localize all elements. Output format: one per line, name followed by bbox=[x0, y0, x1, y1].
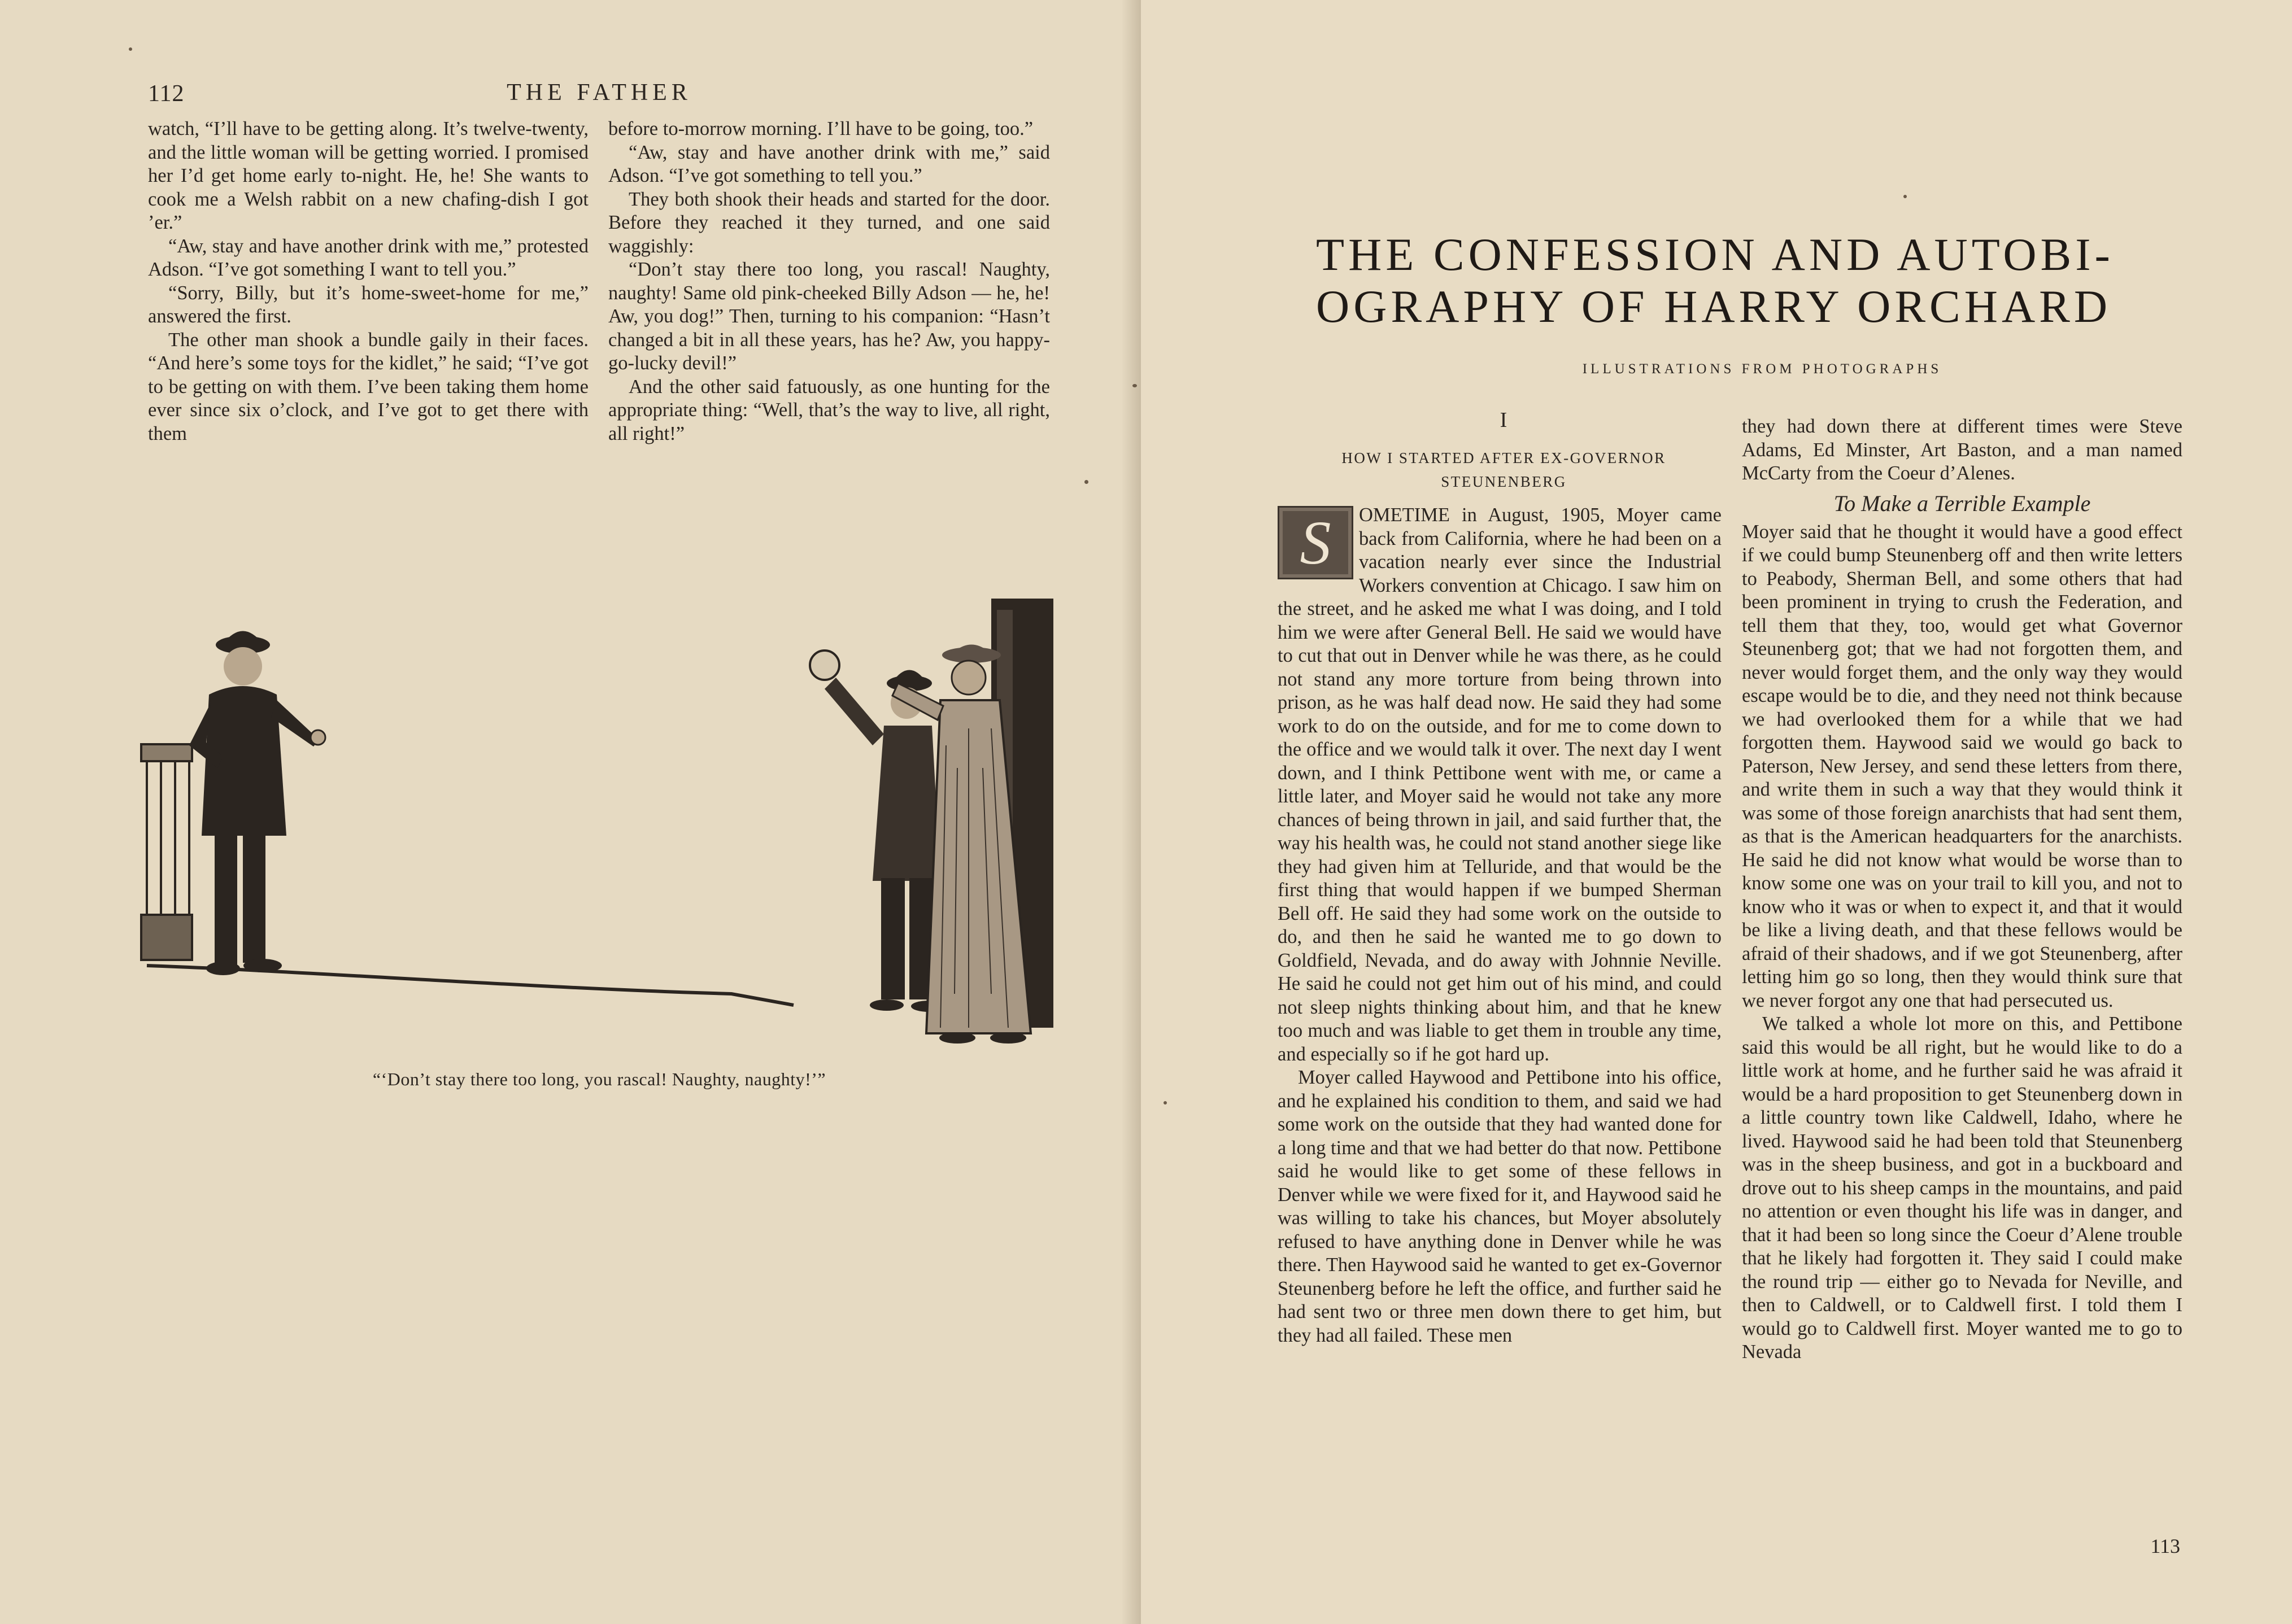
paragraph: Moyer called Haywood and Pettibone into his office, and he explained his condition to them, and said we had some work on the outside that they had wanted done for a long time and that we had better do that now. Pettibone said he would like to get some of these fellows in Denver while we were fixed for it, and Haywood said he was willing to take his chances, but Moyer absolutely refused to have anything done in Denver while he was there. Then Haywood said he wanted to get ex-Governor Steunenberg before he left the office, and further said he had sent two or three men down there to get him, but they had all failed. These men bbox=[1278, 1067, 1722, 1346]
left-column-2 bbox=[608, 117, 1050, 446]
section-heading: HOW I STARTED AFTER EX-GOVERNOR STEUNENBERG bbox=[1341, 449, 1666, 490]
paragraph bbox=[1278, 504, 1722, 1066]
page-number-left: 112 bbox=[148, 81, 185, 107]
paragraph-text: OMETIME in August, 1905, Moyer came back from California, where he had been on a vacation nearly ever since the Industrial Workers convention at Chicago. I saw him on the street, and he asked me what I was doing, and I told him we were after General Bell. He said we would have to cut that out in Denver while he was there, as he could not stand any more torture from being thrown into prison, as he was half dead now. He said they had some work to do on the outside, and for me to come down to the office and we would talk it over. The next day I went down, and I think Pettibone went with me, or came a little later, and Moyer said he would not take any more chances of being thrown in jail, and said further that, the way his health was, he could not stand another siege like they had given him at Telluride, and that would be the first thing that would happen if we bumped Sherman Bell off. He said they had some work on the outside to do, and then he said he wanted me to go down to Goldfield, Nevada, and do away with Johnnie Neville. He said he could not get him out of his mind, and could not sleep nights thinking about him, and that he knew too much and was liable to get them in trouble any time, and especially so if he got hard up. bbox=[1278, 504, 1722, 1065]
page-number-right: 113 bbox=[2150, 1535, 2180, 1557]
paragraph: And the other said fatuously, as one hunting for the appropriate thing: “Well, that’s the way to live, all right, all right!” bbox=[608, 376, 1050, 444]
paper-speck bbox=[1164, 1101, 1167, 1105]
drop-cap-initial: S bbox=[1278, 506, 1353, 579]
paper-speck bbox=[1084, 480, 1088, 484]
paragraph: “Don’t stay there too long, you rascal! Naughty, naughty! Same old pink-cheeked Billy Adson — he, he! Aw, you dog!” Then, turning to his companion: “Hasn’t changed a bit in all these years, has he? Aw, you happy-go-lucky devil!” bbox=[608, 259, 1050, 374]
paragraph: Moyer said that he thought it would have a good effect if we could bump Steunenberg off and then write letters to Peabody, Sherman Bell, and some others that had been prominent in trying to crush the Federation, and tell them that they, too, would get what Governor Steunenberg got; that we had not forgotten them, and never would forget them, and the only way they would escape would be to die, and they need not think because we had overlooked them for a while that we had forgotten them. Haywood said we would go back to Paterson, New Jersey, and send these letters from there, and write them in such a way that they would think it was some of those foreign anarchists that had sent them, as that is the American headquarters for the anarchists. He said he did not know what would be worse than to know some one was on your trail to kill you, and not to know who it was or when to expect it, and that it would be like a living death, and that these fellows would be afraid of their shadows, and if we got Steunenberg, after letting him go so long, then they would think sure that we never forgot any one that had persecuted us. bbox=[1742, 521, 2182, 1011]
paragraph: “Sorry, Billy, but it’s home-sweet-home for me,” answered the first. bbox=[148, 282, 589, 327]
right-column-1 bbox=[1278, 504, 1722, 1347]
paragraph: “Aw, stay and have another drink with me,” said Adson. “I’ve got something to tell you.” bbox=[608, 141, 1050, 186]
paper-speck bbox=[1132, 384, 1137, 387]
section-number: I bbox=[1500, 408, 1507, 432]
running-head-title: THE FATHER bbox=[507, 80, 692, 106]
article-title bbox=[1316, 229, 2208, 333]
running-head bbox=[148, 79, 1051, 107]
paragraph: The other man shook a bundle gaily in their faces. “And here’s some toys for the kidlet,” he said; “I’ve got to be getting on with them. I’ve been taking them home ever since six o’clock, and I’ve got to get there with them bbox=[148, 329, 589, 444]
illustration-caption: “‘Don’t stay there too long, you rascal! Naughty, naughty!’” bbox=[372, 1069, 826, 1089]
subheading: To Make a Terrible Example bbox=[1833, 490, 2091, 516]
paragraph: They both shook their heads and started for the door. Before they reached it they turned, and one said waggishly: bbox=[608, 188, 1050, 257]
right-column-2 bbox=[1742, 415, 2182, 1364]
article-title-line-1: THE CONFESSION AND AUTOBI- bbox=[1316, 229, 2114, 280]
left-column-1 bbox=[148, 117, 589, 446]
paragraph: watch, “I’ll have to be getting along. It’s twelve-twenty, and the little woman will be getting worried. I promised her I’d get home early to-night. He, he! She wants to cook me a Welsh rabbit on a new chafing-dish I got ’er.” bbox=[148, 118, 589, 233]
paper-speck bbox=[1903, 195, 1907, 198]
pen-drawing-illustration bbox=[138, 599, 1053, 1073]
paper-speck bbox=[129, 47, 132, 51]
paragraph: they had down there at different times were Steve Adams, Ed Minster, Art Baston, and a man named McCarty from the Coeur d’Alenes. bbox=[1742, 416, 2182, 484]
illustrations-credit: ILLUSTRATIONS FROM PHOTOGRAPHS bbox=[1582, 361, 1942, 377]
left-page bbox=[0, 0, 1141, 1624]
paragraph: before to-morrow morning. I’ll have to be going, too.” bbox=[608, 118, 1034, 139]
article-title-line-2: OGRAPHY OF HARRY ORCHARD bbox=[1316, 281, 2112, 332]
paragraph: “Aw, stay and have another drink with me,” protested Adson. “I’ve got something I want to tell you.” bbox=[148, 235, 589, 280]
paragraph: We talked a whole lot more on this, and Pettibone said this would be all right, but he would like to do a little work at home, and he further said he was afraid it would be a hard proposition to get Steunenberg down in a little country town like Caldwell, Idaho, where he lived. Haywood said he had been told that Steunenberg was in the sheep business, and got in a buckboard and drove out to his sheep camps in the mountains, and paid no attention or even thought his life was in danger, and that it had been so long since the Coeur d’Alene trouble that he likely had forgotten it. They said I could make the round trip — either go to Nevada for Neville, and then to Caldwell, or to Caldwell first. I told them I would go to Caldwell first. Moyer wanted me to go to Nevada bbox=[1742, 1013, 2182, 1363]
